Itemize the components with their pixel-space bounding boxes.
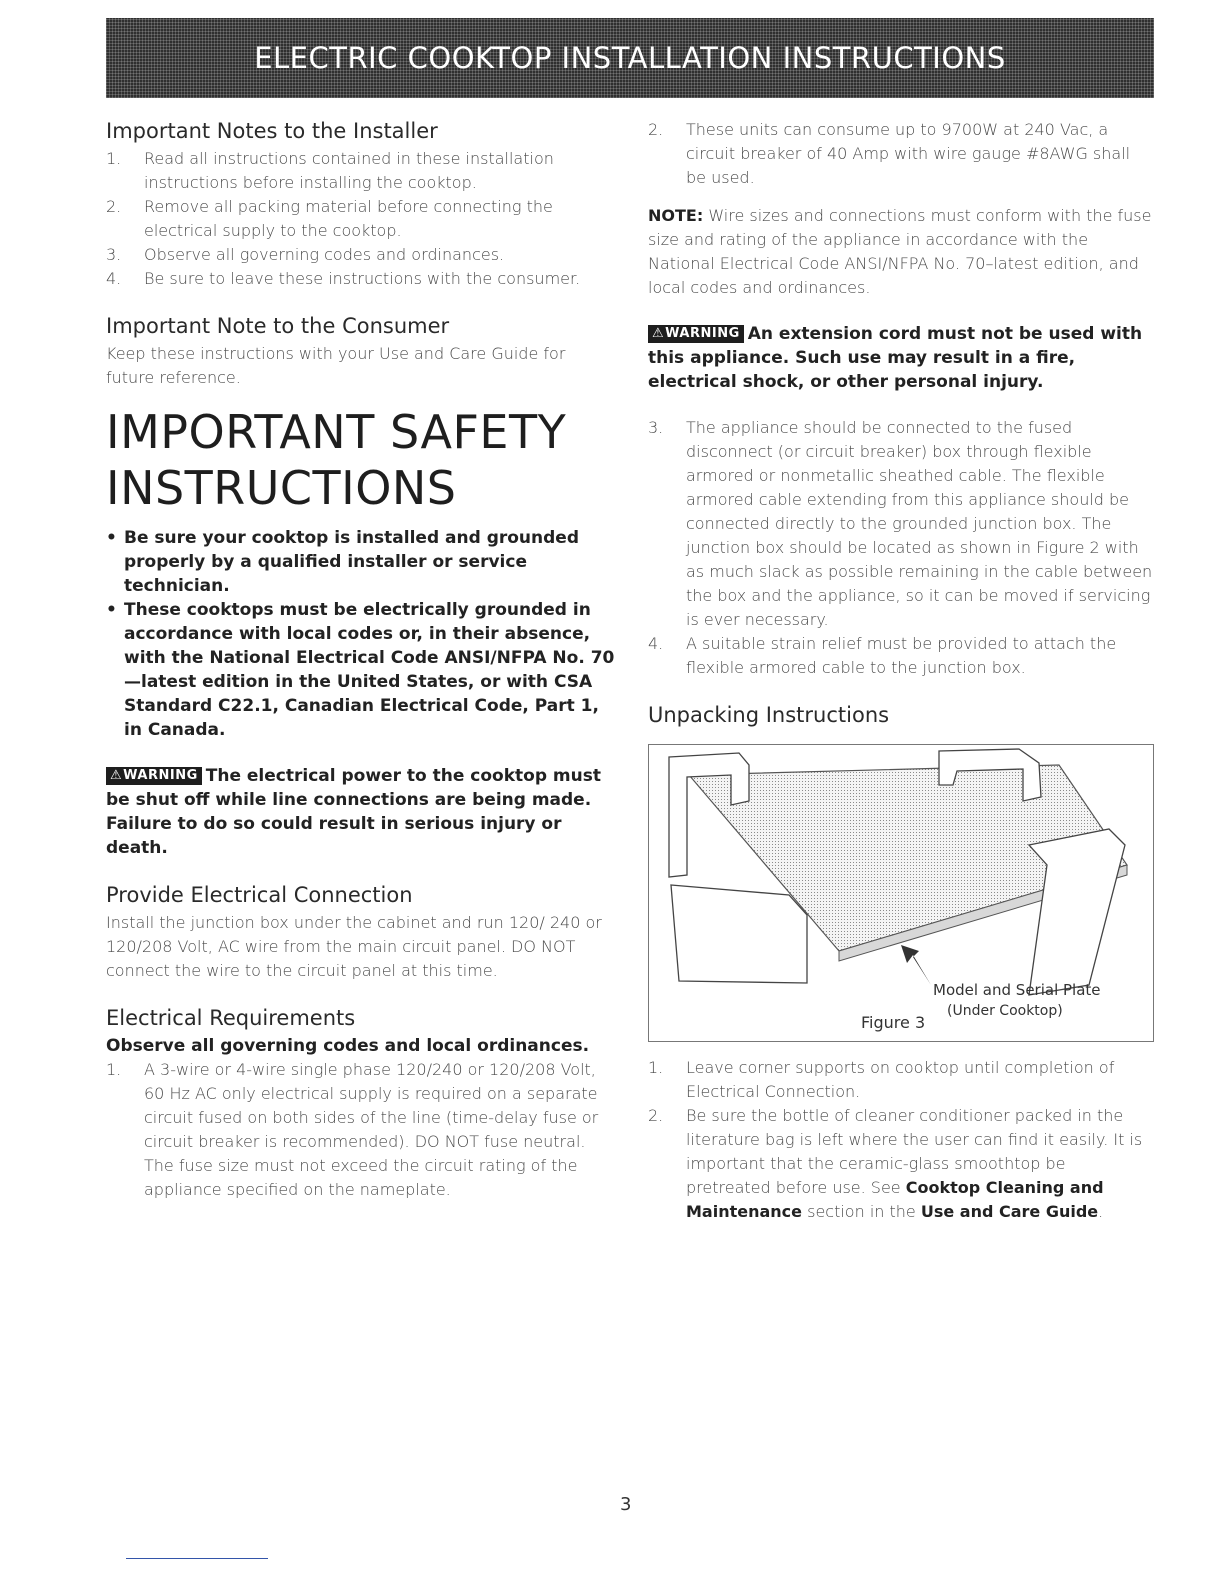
requirements-heading: Electrical Requirements: [106, 1006, 356, 1030]
unpacking-heading: Unpacking Instructions: [648, 703, 890, 727]
figure-caption: Figure 3: [861, 1013, 926, 1032]
consumer-text: Keep these instructions with your Use and Care Guide for future reference.: [106, 344, 566, 387]
requirements-list-continued: [648, 118, 1154, 190]
note-paragraph: NOTE: Wire sizes and connections must conform with the fuse size and rating of the appliance in accordance with the National Electrical Code ANSI/NFPA No. 70–latest edition, and local codes and ordinances.: [648, 206, 1152, 297]
cleaning-reference: Cooktop Cleaning and Maintenance: [686, 1178, 1104, 1221]
left-column: [106, 118, 618, 1202]
page-number: 3: [620, 1494, 632, 1515]
list-item: • These cooktops must be electrically grounded in accordance with local codes or, in their absence, with the National Electrical Code ANSI/NFPA No. 70—latest edition in the United States, or with CSA Standard C22.1, Canadian Electrical Code, Part 1, in Canada.: [106, 600, 615, 740]
warning-badge: ⚠WARNING: [648, 325, 744, 343]
requirements-subheading: Observe all governing codes and local ordinances.: [106, 1036, 590, 1056]
list-item: 2. These units can consume up to 9700W at 240 Vac, a circuit breaker of 40 Amp with wire gauge #8AWG shall be used.: [648, 120, 1131, 187]
list-item: 3. The appliance should be connected to the fused disconnect (or circuit breaker) box through flexible armored or nonmetallic sheathed cable. The flexible armored cable extending from this appliance should be connected directly to the grounded junction box. The junction box should be located as shown in Figure 2 with as much slack as possible remaining in the cable between the box and the appliance, so it can be moved if servicing is ever necessary.: [648, 418, 1153, 629]
consumer-heading: Important Note to the Consumer: [106, 314, 450, 338]
figure-3: [648, 744, 1154, 1042]
list-item: 1. Leave corner supports on cooktop until completion of Electrical Connection.: [648, 1058, 1115, 1101]
warning-badge: ⚠WARNING: [106, 767, 202, 785]
right-column: [648, 118, 1154, 1224]
list-item: 2. Remove all packing material before connecting the electrical supply to the cooktop.: [106, 197, 553, 240]
list-item: 4. A suitable strain relief must be provided to attach the flexible armored cable to the junction box.: [648, 634, 1117, 677]
note-label: NOTE:: [648, 206, 704, 225]
plate-label: Model and Serial Plate: [933, 981, 1101, 999]
list-item: • Be sure your cooktop is installed and grounded properly by a qualified installer or service technician.: [106, 528, 580, 596]
guide-reference: Use and Care Guide: [920, 1202, 1099, 1221]
connection-list: [648, 416, 1154, 680]
power-warning: ⚠WARNING The electrical power to the cooktop must be shut off while line connections are being made. Failure to do so could result in serious injury or death.: [106, 766, 601, 858]
unpacking-list: [648, 1056, 1154, 1224]
installer-heading: Important Notes to the Installer: [106, 119, 438, 143]
warning-icon: ⚠: [652, 326, 665, 341]
provide-heading: Provide Electrical Connection: [106, 883, 413, 907]
extension-cord-warning: ⚠WARNING An extension cord must not be used with this appliance. Such use may result in a fire, electrical shock, or other personal injury.: [648, 324, 1143, 392]
list-item: 1. A 3-wire or 4-wire single phase 120/240 or 120/208 Volt, 60 Hz AC only electrical supply is required on a separate circuit fused on both sides of the line (time-delay fuse or circuit breaker is recommended). DO NOT fuse neutral. The fuse size must not exceed the circuit rating of the appliance specified on the nameplate.: [106, 1060, 599, 1199]
requirements-list: [106, 1058, 618, 1202]
title-banner: [106, 18, 1154, 98]
safety-title: IMPORTANT SAFETY INSTRUCTIONS: [106, 405, 567, 515]
list-item: 2. Be sure the bottle of cleaner conditioner packed in the literature bag is left where the user can find it easily. It is important that the ceramic-glass smoothtop be pretreated before use. See Cooktop Cleaning and Maintenance section in the Use and Care Guide.: [648, 1106, 1143, 1221]
page-title: ELECTRIC COOKTOP INSTALLATION INSTRUCTIONS: [254, 41, 1006, 75]
list-item: 4. Be sure to leave these instructions with the consumer.: [106, 269, 581, 288]
list-item: 3. Observe all governing codes and ordinances.: [106, 245, 505, 264]
list-item: 1. Read all instructions contained in these installation instructions before installing the cooktop.: [106, 149, 554, 192]
plate-sublabel: (Under Cooktop): [947, 1003, 1063, 1019]
warning-icon: ⚠: [110, 768, 123, 783]
safety-bullets: [106, 526, 618, 742]
installer-list: [106, 147, 618, 291]
footer-line: [126, 1558, 268, 1559]
provide-text: Install the junction box under the cabinet and run 120/ 240 or 120/208 Volt, AC wire from the main circuit panel. DO NOT connect the wire to the circuit panel at this time.: [106, 913, 602, 980]
